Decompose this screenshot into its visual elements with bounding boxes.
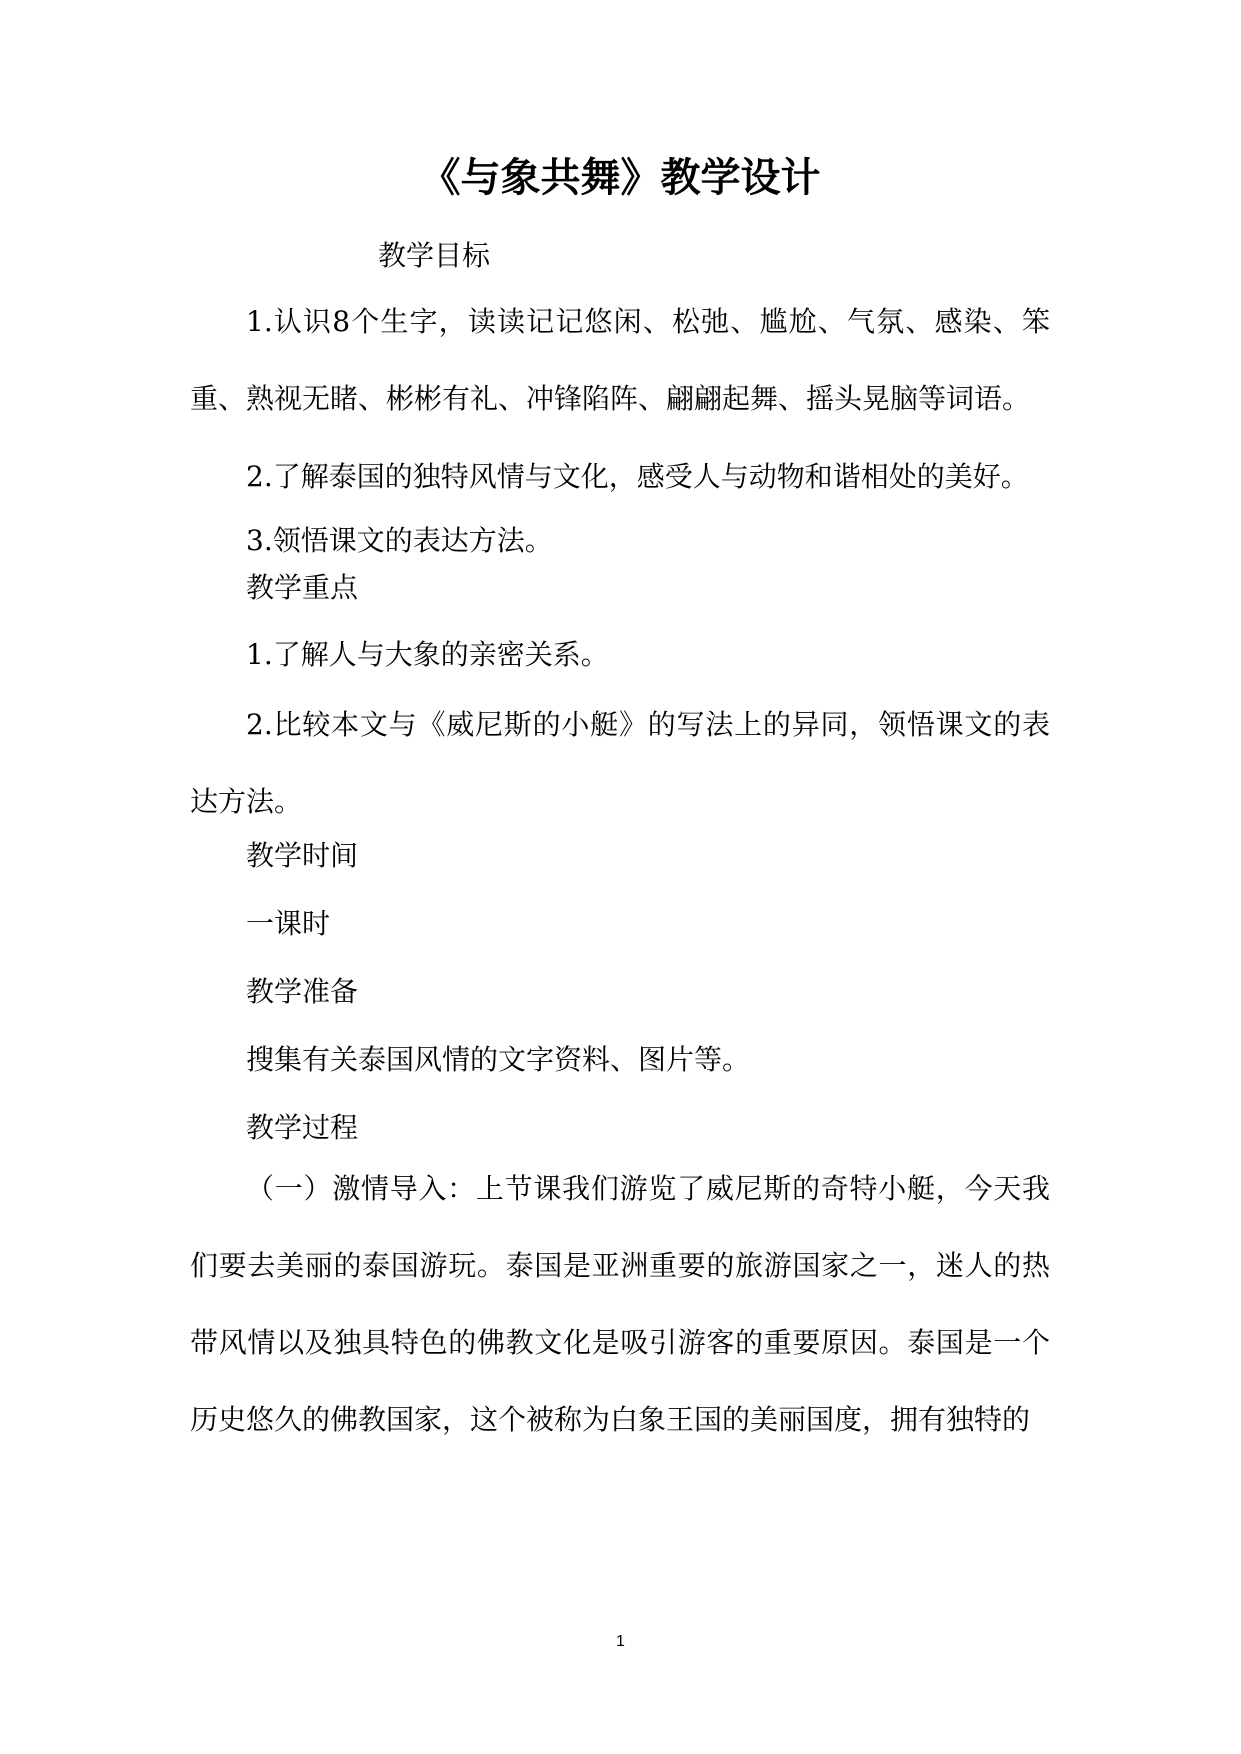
document-title: 《与象共舞》教学设计 [420,154,821,201]
page-number: 1 [616,1633,625,1650]
process-1-paragraph: （一）激情导入：上节课我们游览了威尼斯的奇特小艇，今天我们要去美丽的泰国游玩。泰国是亚洲重要的旅游国家之一，迷人的热带风情以及独具特色的佛教文化是吸引游客的重要原因。泰国是一个历史悠久的佛教国家，这个被称为白象王国的美丽国度，拥有独特的 [190,1172,1050,1436]
heading-teaching-goals: 教学目标 [378,239,491,272]
focus-2-paragraph: 2.比较本文与《威尼斯的小艇》的写法上的异同，领悟课文的表达方法。 [190,708,1050,818]
heading-teaching-focus: 教学重点 [246,571,359,604]
goal-1-paragraph: 1.认识8个生字，读读记记悠闲、松弛、尴尬、气氛、感染、笨重、熟视无睹、彬彬有礼、冲锋陷阵、翩翩起舞、摇头晃脑等词语。 [190,305,1050,415]
teaching-time-value: 一课时 [246,907,331,940]
focus-1-paragraph: 1.了解人与大象的亲密关系。 [246,638,609,671]
teaching-preparation-value: 搜集有关泰国风情的文字资料、图片等。 [246,1043,751,1076]
heading-teaching-preparation: 教学准备 [246,975,359,1008]
heading-teaching-process: 教学过程 [246,1111,359,1144]
goal-3-paragraph: 3.领悟课文的表达方法。 [246,524,553,557]
goal-2-paragraph: 2.了解泰国的独特风情与文化，感受人与动物和谐相处的美好。 [246,460,1029,493]
heading-teaching-time: 教学时间 [246,839,359,872]
